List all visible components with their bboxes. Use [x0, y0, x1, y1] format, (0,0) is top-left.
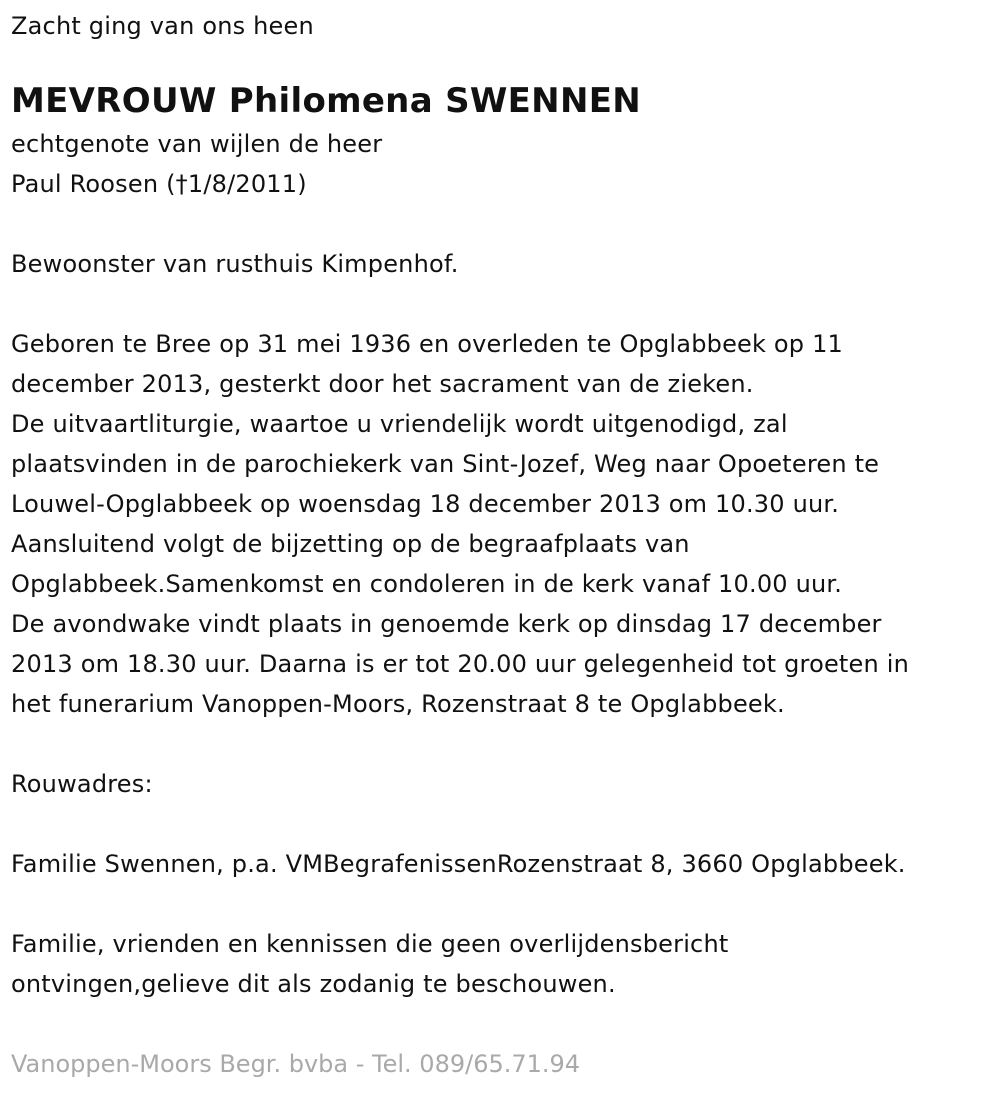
spacer [11, 884, 1000, 924]
funeral-home-footer: Vanoppen-Moors Begr. bvba - Tel. 089/65.71.94 [11, 1050, 581, 1078]
body-line: december 2013, gesterkt door het sacrament van de zieken. [11, 370, 754, 398]
intro-text: Zacht ging van ons heen [11, 12, 314, 40]
spouse-line: Paul Roosen (†1/8/2011) [11, 170, 307, 198]
spacer [11, 284, 1000, 324]
body-line: 2013 om 18.30 uur. Daarna is er tot 20.00 uur gelegenheid tot groeten in [11, 650, 910, 678]
body-line: Opglabbeek.Samenkomst en condoleren in de kerk vanaf 10.00 uur. [11, 570, 843, 598]
residence-text: Bewoonster van rusthuis Kimpenhof. [11, 250, 459, 278]
body-paragraph [11, 324, 1000, 724]
body-line: Aansluitend volgt de bijzetting op de begraafplaats van [11, 530, 690, 558]
address-label: Rouwadres: [11, 770, 153, 798]
body-line: Louwel-Opglabbeek op woensdag 18 december 2013 om 10.30 uur. [11, 490, 840, 518]
spacer [11, 204, 1000, 244]
spouse-block [11, 124, 1000, 204]
body-line: De uitvaartliturgie, waartoe u vriendelijk wordt uitgenodigd, zal [11, 410, 788, 438]
spacer [11, 804, 1000, 844]
deceased-name: MEVROUW Philomena SWENNEN [11, 81, 641, 121]
closing-line: ontvingen,gelieve dit als zodanig te beschouwen. [11, 970, 616, 998]
body-line: plaatsvinden in de parochiekerk van Sint-Jozef, Weg naar Opoeteren te [11, 450, 880, 478]
body-line: De avondwake vindt plaats in genoemde kerk op dinsdag 17 december [11, 610, 882, 638]
address-text: Familie Swennen, p.a. VMBegrafenissenRozenstraat 8, 3660 Opglabbeek. [11, 850, 906, 878]
body-line: het funerarium Vanoppen-Moors, Rozenstraat 8 te Opglabbeek. [11, 690, 785, 718]
spacer [11, 724, 1000, 764]
body-line: Geboren te Bree op 31 mei 1936 en overleden te Opglabbeek op 11 [11, 330, 844, 358]
closing-paragraph [11, 924, 1000, 1004]
spouse-line: echtgenote van wijlen de heer [11, 130, 383, 158]
closing-line: Familie, vrienden en kennissen die geen overlijdensbericht [11, 930, 729, 958]
